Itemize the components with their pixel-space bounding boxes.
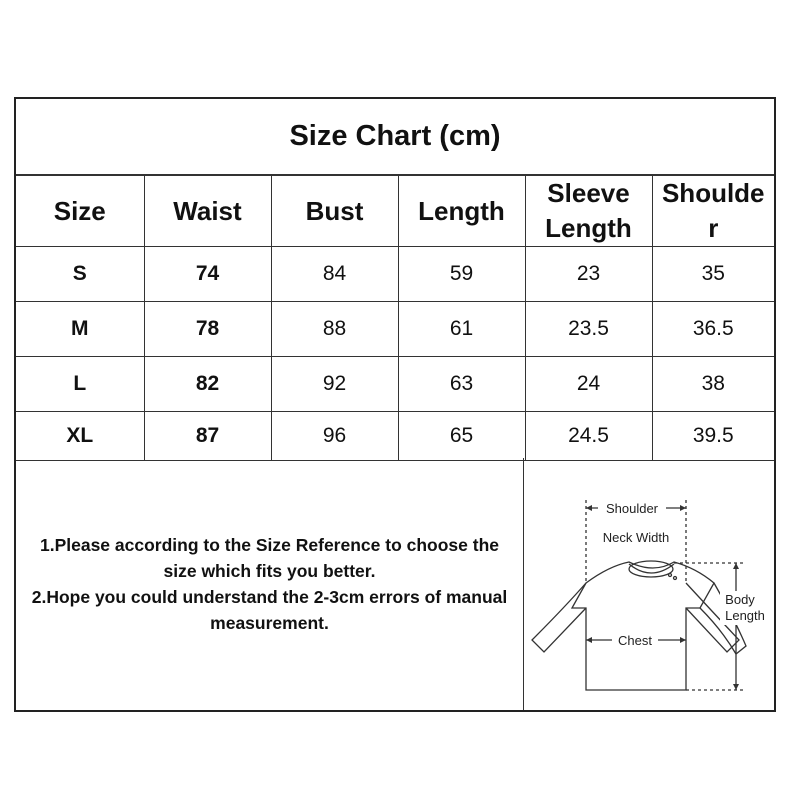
size-chart	[14, 97, 776, 712]
size-cell: S	[16, 247, 144, 302]
shoulder-cell: 38	[652, 357, 774, 412]
bust-cell: 84	[271, 247, 398, 302]
sweater-diagram-icon	[524, 458, 774, 710]
sleeve-cell: 24.5	[525, 412, 652, 461]
bust-cell: 96	[271, 412, 398, 461]
length-cell: 61	[398, 302, 525, 357]
table-row	[16, 302, 774, 357]
sleeve-cell: 23	[525, 247, 652, 302]
waist-cell: 87	[144, 412, 271, 461]
shoulder-label: Shoulder	[605, 501, 659, 516]
shoulder-cell: 35	[652, 247, 774, 302]
shoulder-cell: 39.5	[652, 412, 774, 461]
table-row	[16, 247, 774, 302]
neck-width-label: Neck Width	[602, 530, 670, 545]
header-sleeve-length: Sleeve Length	[525, 176, 652, 247]
header-waist: Waist	[144, 176, 271, 247]
note-1: 1.Please according to the Size Reference to choose the size which fits you better.	[39, 535, 500, 581]
header-shoulder: Shoulde r	[652, 176, 774, 247]
length-cell: 65	[398, 412, 525, 461]
length-cell: 63	[398, 357, 525, 412]
waist-cell: 74	[144, 247, 271, 302]
size-table	[16, 175, 774, 461]
sleeve-cell: 24	[525, 357, 652, 412]
bust-cell: 92	[271, 357, 398, 412]
bottom-section	[16, 458, 774, 710]
bust-cell: 88	[271, 302, 398, 357]
size-cell: L	[16, 357, 144, 412]
body-length-label-line2: Length	[725, 608, 765, 623]
size-cell: M	[16, 302, 144, 357]
sleeve-cell: 23.5	[525, 302, 652, 357]
waist-cell: 78	[144, 302, 271, 357]
size-cell: XL	[16, 412, 144, 461]
table-header-row	[16, 176, 774, 247]
measurement-notes	[16, 458, 524, 710]
header-length: Length	[398, 176, 525, 247]
measurement-diagram	[524, 458, 774, 710]
chest-label: Chest	[618, 633, 652, 648]
table-row	[16, 412, 774, 461]
header-bust: Bust	[271, 176, 398, 247]
shoulder-cell: 36.5	[652, 302, 774, 357]
chart-title: Size Chart (cm)	[16, 99, 774, 175]
note-2: 2.Hope you could understand the 2-3cm errors of manual measurement.	[31, 587, 508, 633]
table-row	[16, 357, 774, 412]
length-cell: 59	[398, 247, 525, 302]
body-length-label-line1: Body	[725, 592, 755, 607]
header-size: Size	[16, 176, 144, 247]
waist-cell: 82	[144, 357, 271, 412]
